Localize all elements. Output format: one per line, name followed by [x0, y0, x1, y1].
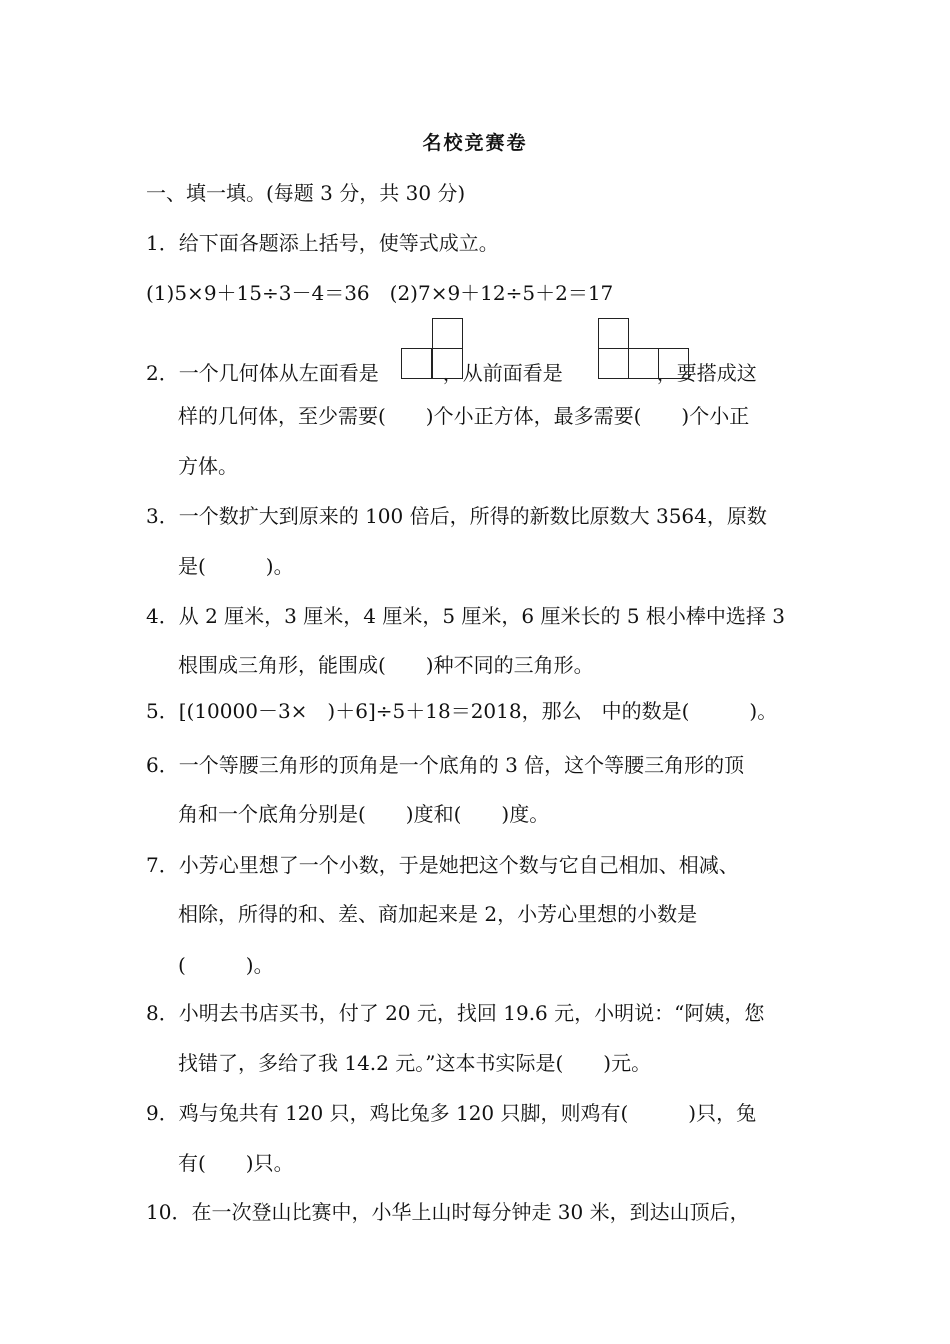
q2-line3: 方体。: [178, 454, 238, 478]
q3-line2: 是( )。: [178, 554, 294, 578]
front-view-grid: [598, 318, 692, 380]
q10-line1: 10．在一次登山比赛中，小华上山时每分钟走 30 米，到达山顶后，: [146, 1200, 750, 1224]
left-view-cell: [432, 318, 463, 349]
q6-line1: 6．一个等腰三角形的顶角是一个底角的 3 倍，这个等腰三角形的顶: [146, 753, 745, 777]
left-view-cell: [432, 348, 463, 379]
q2-part3: ，要搭成这: [656, 361, 757, 385]
q8-line1: 8．小明去书店买书，付了 20 元，找回 19.6 元，小明说：“阿姨，您: [146, 1001, 765, 1025]
front-view-cell: [598, 318, 629, 349]
front-view-cell: [598, 348, 629, 379]
q4-line1: 4．从 2 厘米，3 厘米，4 厘米，5 厘米，6 厘米长的 5 根小棒中选择 3: [146, 604, 786, 628]
q6-line2: 角和一个底角分别是( )度和( )度。: [178, 802, 550, 826]
front-view-cell: [658, 348, 689, 379]
section-heading: 一、填一填。(每题 3 分，共 30 分): [146, 181, 466, 205]
q1-text: 1．给下面各题添上括号，使等式成立。: [146, 231, 499, 255]
left-view-cell: [401, 348, 432, 379]
page-title: 名校竞赛卷: [422, 132, 528, 154]
q3-line1: 3．一个数扩大到原来的 100 倍后，所得的新数比原数大 3564，原数: [146, 504, 767, 528]
front-view-cell: [628, 348, 659, 379]
q2-part2: ，从前面看是: [442, 361, 563, 385]
q7-line2: 相除，所得的和、差、商加起来是 2，小芳心里想的小数是: [178, 902, 698, 926]
q2-line2: 样的几何体，至少需要( )个小正方体，最多需要( )个小正: [178, 404, 750, 428]
q5-line1: 5．[(10000－3× )＋6]÷5＋18＝2018，那么 中的数是( )。: [146, 699, 778, 723]
q1-expression: (1)5×9＋15÷3－4＝36 (2)7×9＋12÷5＋2＝17: [146, 281, 614, 305]
left-view-figure: [379, 385, 443, 386]
q8-line2: 找错了，多给了我 14.2 元。”这本书实际是( )元。: [178, 1051, 652, 1075]
q9-line2: 有( )只。: [178, 1151, 294, 1175]
q4-line2: 根围成三角形，能围成( )种不同的三角形。: [178, 653, 594, 677]
q9-line1: 9．鸡与兔共有 120 只，鸡比兔多 120 只脚，则鸡有( )只，兔: [146, 1101, 757, 1125]
q7-line1: 7．小芳心里想了一个小数，于是她把这个数与它自己相加、相减、: [146, 853, 739, 877]
q7-line3: ( )。: [178, 953, 274, 977]
left-view-grid: [401, 318, 465, 380]
q2-part1: 2．一个几何体从左面看是: [146, 361, 379, 385]
front-view-figure: [563, 385, 657, 386]
